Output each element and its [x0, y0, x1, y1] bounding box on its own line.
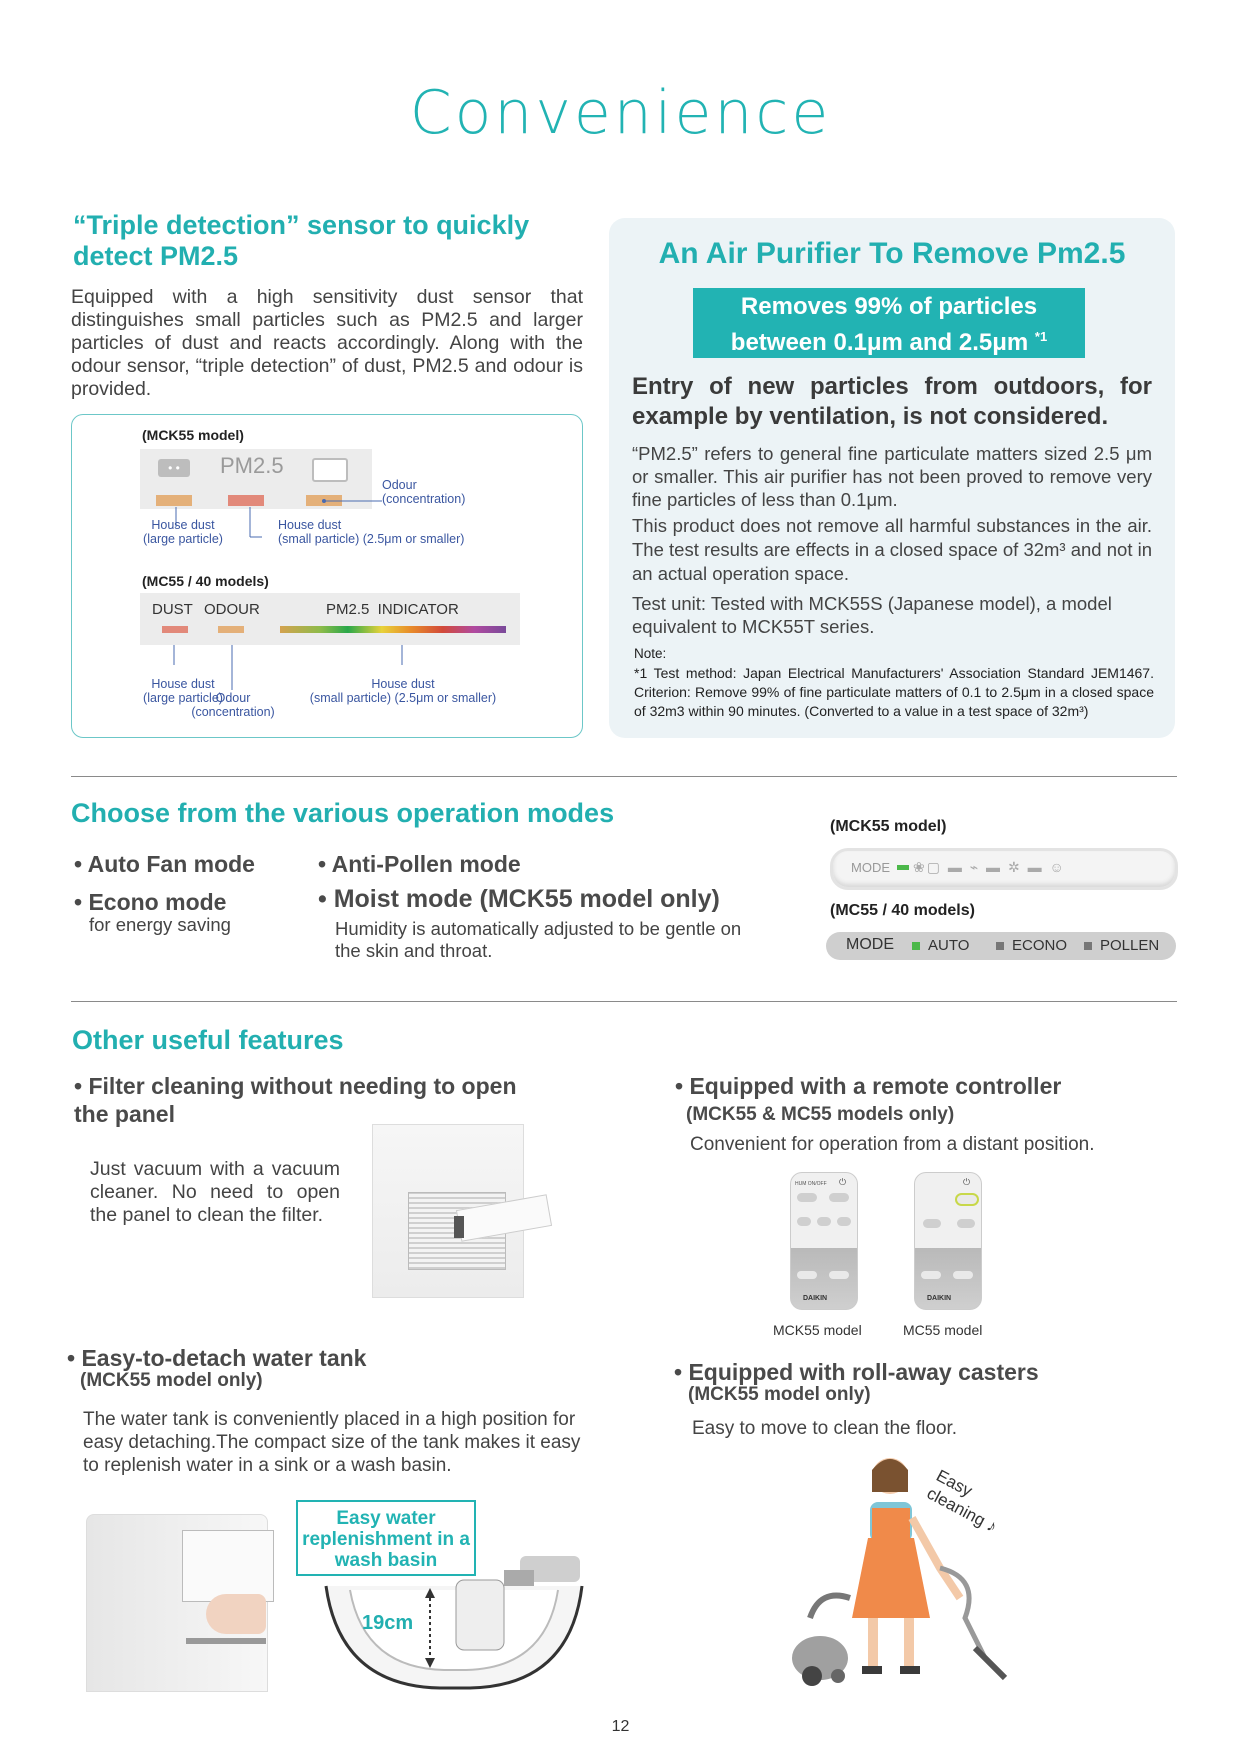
pm25-color-scale: [280, 626, 506, 633]
mck55-mode-text: MODE: [851, 860, 890, 875]
remote-button[interactable]: [817, 1217, 831, 1226]
mck55-house-small-text: House dust: [278, 518, 342, 532]
mck55-house-large-sub: (large particle): [143, 532, 223, 546]
mc55-mode-text: MODE: [846, 936, 894, 953]
mck55-odour-sub: (concentration): [382, 492, 466, 506]
moist-mode: • Moist mode (MCK55 model only): [318, 885, 720, 913]
water-tank-illustration: [86, 1514, 296, 1690]
mode-led-on: [897, 865, 909, 870]
filter-cleaning-body: Just vacuum with a vacuum cleaner. No need to open the panel to clean the filter.: [90, 1158, 340, 1226]
pm25-definition: “PM2.5” refers to general fine particulate matters sized 2.5 μm or smaller. This air purifier has not been proved to remove very fine particles of less than 0.1μm.: [632, 443, 1152, 510]
mck55-odour-text: Odour: [382, 478, 417, 492]
casters-title: • Equipped with roll-away casters: [674, 1359, 1039, 1385]
mode-icons: ❀▢ ▬ ⌁ ▬ ✲ ▬ ☺: [913, 859, 1066, 875]
econo-led: [996, 942, 1004, 950]
remote-button[interactable]: [921, 1271, 941, 1279]
anti-pollen-mode: • Anti-Pollen mode: [318, 851, 521, 877]
pollen-led: [1084, 942, 1092, 950]
banner-line-1: Removes 99% of particles: [740, 293, 1038, 320]
mc55-house-small-label: [308, 677, 498, 705]
remote-button[interactable]: [797, 1217, 811, 1226]
remote-button[interactable]: [797, 1271, 817, 1279]
mc55-odour-label-sub: (concentration): [191, 705, 275, 719]
mc55-pollen-text: POLLEN: [1100, 937, 1160, 954]
mck55-remote-brand: DAIKIN: [803, 1295, 828, 1302]
remote-button[interactable]: [797, 1193, 817, 1202]
mc55-auto-text: AUTO: [928, 937, 970, 954]
mc55-sensor-panel: [140, 593, 520, 645]
other-features-heading: Other useful features: [72, 1025, 344, 1055]
auto-led: [912, 942, 920, 950]
mc55-remote-caption: MC55 model: [903, 1322, 983, 1338]
water-tank-body: The water tank is conveniently placed in a high position for easy detaching.The compact size of the tank makes it easy to replenish water in a sink or a wash basin.: [83, 1409, 581, 1476]
mc55-sensor-label: (MC55 / 40 models): [142, 573, 269, 589]
remote-button[interactable]: [923, 1219, 941, 1228]
mc55-dust-label: DUST: [152, 601, 193, 618]
tank-size-label: 19cm: [362, 1612, 414, 1634]
divider-1: [71, 776, 1177, 777]
air-purifier-panel: [609, 218, 1175, 738]
remote-label-hum-onoff: HUM ON/OFF: [795, 1181, 827, 1187]
mck55-remote: [790, 1172, 858, 1310]
cleaning-woman-illustration: [790, 1448, 1030, 1696]
mc55-pm25-label: PM2.5 INDICATOR: [326, 601, 459, 618]
mck55-mode-panel: [830, 848, 1178, 890]
remote-button[interactable]: [837, 1217, 851, 1226]
remote-button[interactable]: [953, 1271, 973, 1279]
mck55-sensor-label: (MCK55 model): [142, 427, 244, 443]
tank-drawer: [182, 1530, 274, 1602]
air-purifier-heading: An Air Purifier To Remove Pm2.5: [658, 237, 1126, 270]
mc55-mode-panel: [826, 932, 1176, 960]
note-label: Note:: [634, 646, 667, 661]
mc55-dust-led: [162, 626, 188, 633]
mc55-remote-brand: DAIKIN: [927, 1295, 952, 1302]
page-number: 12: [611, 1718, 630, 1735]
mck55-mode-label: (MCK55 model): [830, 818, 947, 835]
sensor-diagram-box: [71, 414, 583, 738]
outdoor-entry-note: Entry of new particles from outdoors, for example by ventilation, is not considered.: [632, 373, 1152, 430]
page-title: Convenience: [409, 78, 832, 148]
power-icon: ⏻: [963, 1177, 971, 1187]
remote-controller-sub: (MCK55 & MC55 models only): [686, 1104, 955, 1125]
water-tank-sub: (MCK55 model only): [80, 1370, 263, 1391]
mck55-pm25-text: PM2.5: [220, 453, 284, 478]
banner-line-2: [693, 322, 1085, 358]
mck55-house-large-label: [128, 518, 238, 546]
mc55-remote: [914, 1172, 982, 1310]
remote-button[interactable]: [829, 1271, 849, 1279]
mck55-odour-label: [382, 478, 465, 506]
mc55-odour-text: ODOUR: [204, 601, 260, 618]
power-icon: ⏻: [839, 1177, 847, 1187]
modes-heading: Choose from the various operation modes: [71, 798, 615, 828]
mc55-econo-text: ECONO: [1012, 937, 1068, 954]
mc55-mode-label: (MC55 / 40 models): [830, 902, 975, 919]
banner-line-2-text: between 0.1μm and 2.5μm: [730, 329, 1029, 356]
triple-detection-body: Equipped with a high sensitivity dust sensor that distinguishes small particles such as PM2.5 and larger particles of dust and reacts accordingly. Along with the odour sensor, “triple detection” of dust, PM2.5 and odour is provided.: [71, 286, 583, 400]
econo-mode: • Econo mode: [74, 889, 227, 915]
mc55-house-small-text: House dust: [371, 677, 435, 691]
triple-detection-heading: “Triple detection” sensor to quickly detect PM2.5: [73, 210, 530, 271]
remote-controller-body: Convenient for operation from a distant position.: [690, 1134, 1095, 1155]
nozzle-tip: [454, 1216, 464, 1238]
casters-body: Easy to move to clean the floor.: [692, 1418, 958, 1439]
test-method-note: *1 Test method: Japan Electrical Manufacturers' Association Standard JEM1467. Criterion: Remove 99% of fine particulate matters of 0.1 to 2.5μm in a closed space of 32m3 within 90 minutes. (Converted to a value in a test space of 32m³): [634, 665, 1154, 719]
econo-mode-desc: for energy saving: [89, 914, 231, 935]
removal-banner: [693, 288, 1085, 358]
test-unit-note: Test unit: Tested with MCK55S (Japanese model), a model equivalent to MCK55T series.: [632, 593, 1112, 637]
mc55-house-small-sub: (small particle) (2.5μm or smaller): [309, 691, 497, 705]
auto-fan-mode: • Auto Fan mode: [74, 851, 255, 877]
casters-sub: (MCK55 model only): [688, 1384, 871, 1405]
purifier-filter-illustration: [368, 1124, 548, 1296]
drawer-handle: [186, 1638, 266, 1644]
harmful-substances-note: This product does not remove all harmful substances in the air. The test results are effects in a closed space of 32m³ and not in an actual operation space.: [632, 515, 1152, 584]
mc55-odour-led: [218, 626, 244, 633]
mc55-odour-label-text: Odour: [215, 691, 251, 705]
mck55-remote-caption: MCK55 model: [773, 1322, 862, 1338]
dust-icon: • •: [158, 459, 190, 477]
remote-button[interactable]: [957, 1219, 975, 1228]
water-callout-text: Easy water replenishment in a wash basin: [302, 1508, 470, 1571]
mc55-odour-label: [188, 691, 278, 719]
easy-cleaning-bubble: Easy cleaning ♪: [923, 1466, 1001, 1537]
moist-mode-desc: Humidity is automatically adjusted to be gentle on the skin and throat.: [335, 918, 742, 961]
filter-cleaning-title: • Filter cleaning without needing to open the panel: [74, 1073, 517, 1127]
water-tank-title: • Easy-to-detach water tank: [67, 1345, 367, 1371]
remote-controller-title: • Equipped with a remote controller: [675, 1073, 1062, 1099]
mc55-house-large-sub: (large particle): [143, 691, 223, 705]
banner-footnote-mark: *1: [1034, 329, 1048, 344]
power-button[interactable]: [955, 1193, 979, 1206]
divider-2: [71, 1001, 1177, 1002]
remote-button[interactable]: [829, 1193, 849, 1202]
hand: [206, 1594, 266, 1634]
mck55-house-small-label: [278, 518, 464, 546]
mck55-house-large-text: House dust: [151, 518, 215, 532]
mck55-house-small-sub: (small particle) (2.5μm or smaller): [278, 532, 465, 546]
wash-basin-illustration: [320, 1556, 586, 1694]
mc55-house-large-text: House dust: [151, 677, 215, 691]
